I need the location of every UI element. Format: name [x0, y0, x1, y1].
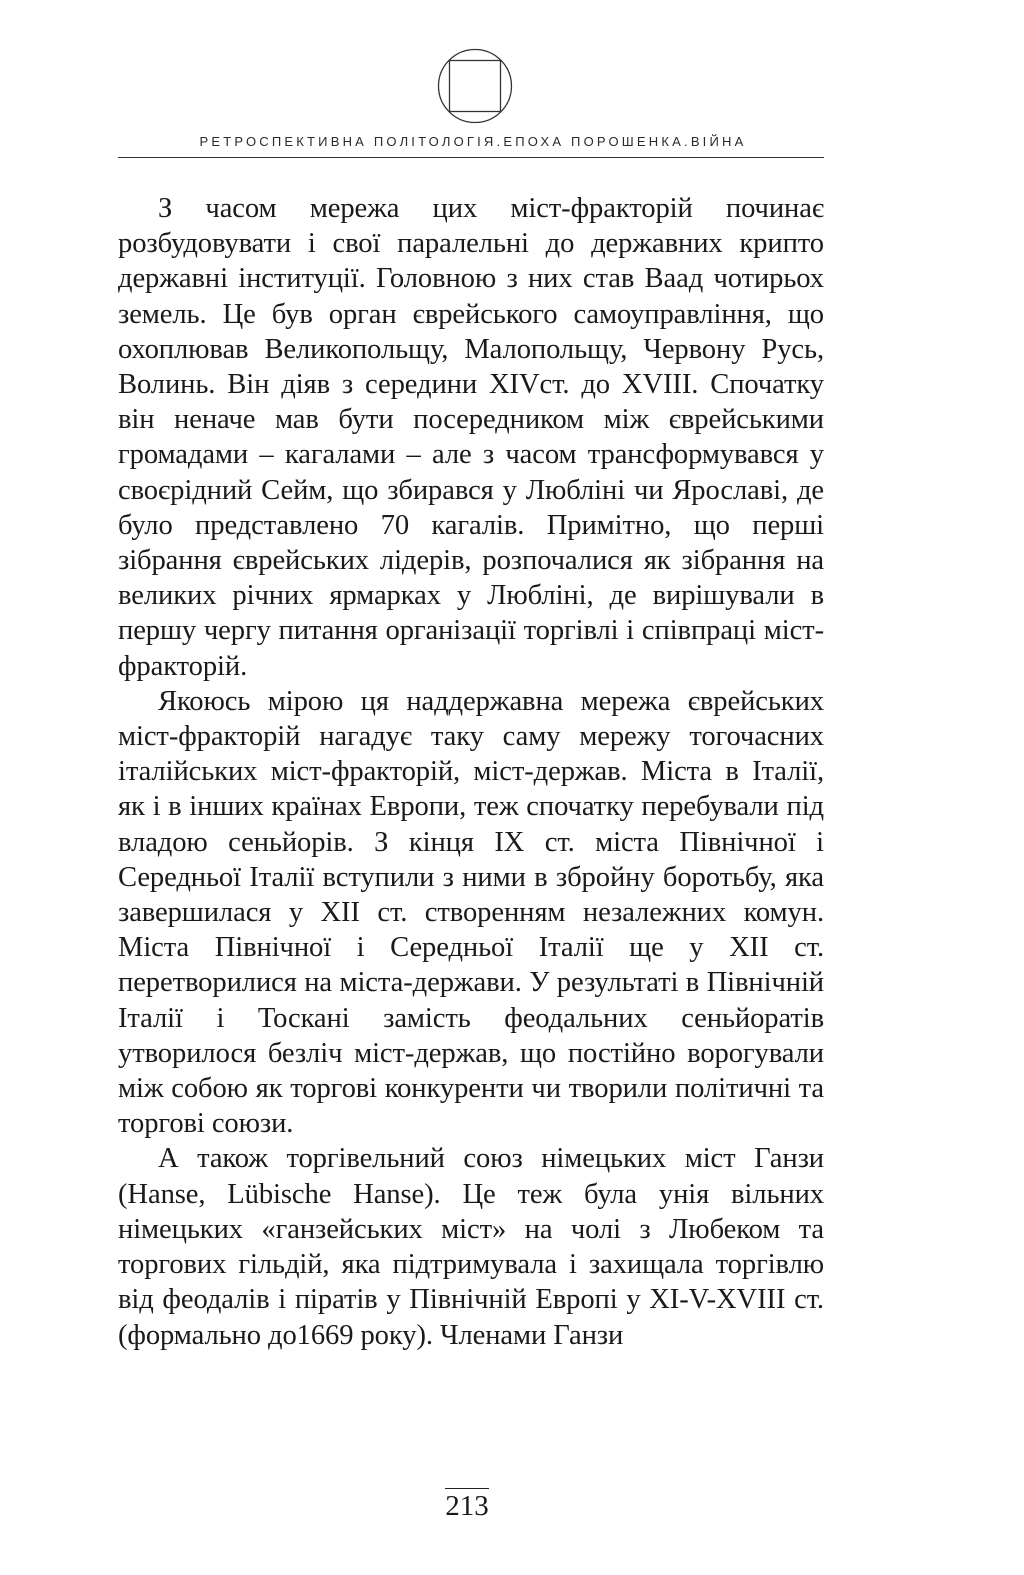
paragraph: А також торгівельний союз німецьких міст Ганзи (Hanse, Lübische Hanse). Це теж була унія вільних німецьких «ганзейських міст» на чолі з Любеком та торгових гільдій, яка підтримувала і захищала торгівлю від феодалів і піратів у Північній Европі у XI-V-XVIII ст. (формально до1669 року). Членами Ганзи — [118, 1143, 824, 1351]
body-text — [118, 191, 824, 1353]
running-header: РЕТРОСПЕКТИВНА ПОЛІТОЛОГІЯ.ЕПОХА ПОРОШЕНКА.ВІЙНА — [199, 134, 747, 149]
page-number: 213 — [445, 1490, 489, 1522]
page-number-container — [0, 1488, 934, 1523]
circle-square-emblem-icon — [437, 48, 513, 124]
header-divider — [118, 157, 824, 158]
paragraph: Якоюсь мірою ця наддержавна мережа єврейських міст-фракторій нагадує таку саму мережу тогочасних італійських міст-фракторій, міст-держав. Міста в Італії, як і в інших країнах Европи, теж спочатку перебували під владою сеньйорів. З кінця IX ст. міста Північної і Середньої Італії вступили з ними в збройну боротьбу, яка завершилася у XII ст. створенням незалежних комун. Міста Північної і Середньої Італії ще у XII ст. перетворилися на міста-держави. У результаті в Північній Італії і Тоскані замість феодальних сеньйоратів утворилося безліч міст-держав, що постійно ворогували між собою як торгові конкуренти чи творили політичні та торгові союзи. — [118, 685, 824, 1140]
paragraph: З часом мережа цих міст-фракторій починає розбудовувати і свої паралельні до державних крипто державні інституції. Головною з них став Ваад чотирьох земель. Це був орган єврейського самоуправління, що охоплював Великопольщу, Малопольщу, Червону Русь, Волинь. Він діяв з середини XIVст. до XVIII. Спочатку він неначе мав бути посередником між єврейськими громадами – кагалами – але з часом трансформувався у своєрідний Сейм, що збирався у Любліні чи Ярославі, де було представлено 70 кагалів. Примітно, що перші зібрання єврейських лідерів, розпочалися як зібрання на великих річних ярмарках у Любліні, де вирішували в першу чергу питання організації торгівлі і співпраці міст-фракторій. — [118, 193, 824, 682]
